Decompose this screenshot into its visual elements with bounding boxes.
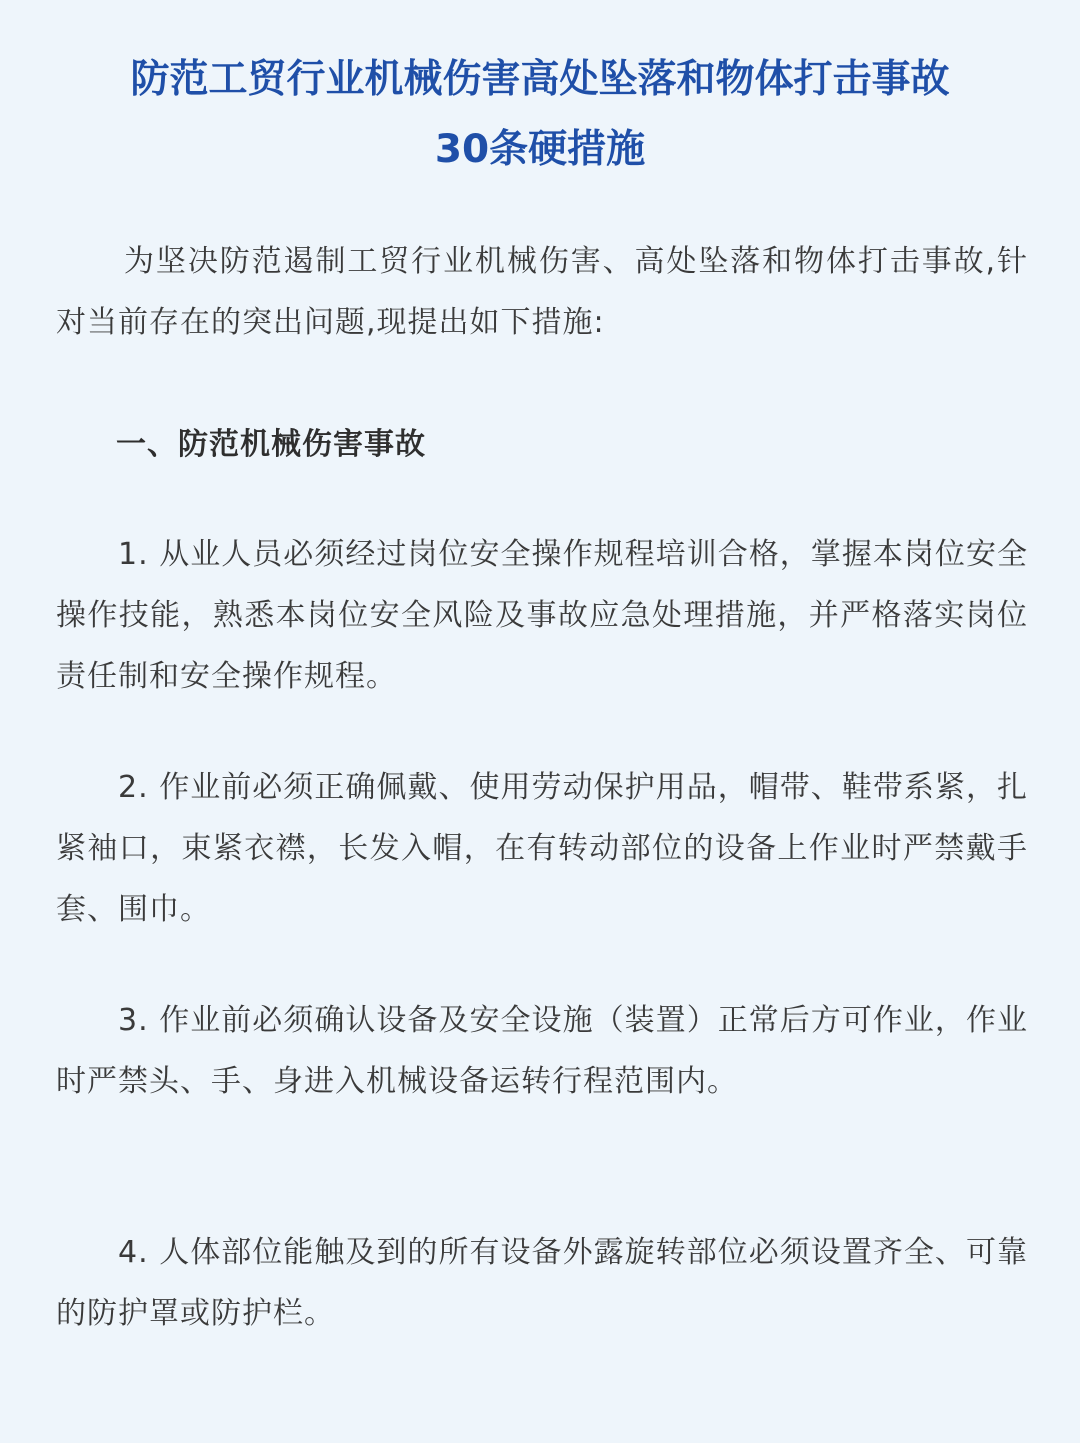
section-heading: 一、防范机械伤害事故 — [116, 427, 426, 462]
measure-item-1: 1. 从业人员必须经过岗位安全操作规程培训合格，掌握本岗位安全操作技能，熟悉本岗位安全风险及事故应急处理措施，并严格落实岗位责任制和安全操作规程。 — [56, 537, 1028, 694]
measure-item-4: 4. 人体部位能触及到的所有设备外露旋转部位必须设置齐全、可靠的防护罩或防护栏。 — [56, 1235, 1028, 1331]
measure-item-3: 3. 作业前必须确认设备及安全设施（装置）正常后方可作业，作业时严禁头、手、身进入机械设备运转行程范围内。 — [56, 1003, 1028, 1099]
document-title-line2: 30条硬措施 — [434, 127, 646, 172]
intro-paragraph: 为坚决防范遏制工贸行业机械伤害、高处坠落和物体打击事故,针对当前存在的突出问题,现提出如下措施: — [56, 244, 1028, 340]
measure-item-2: 2. 作业前必须正确佩戴、使用劳动保护用品，帽带、鞋带系紧，扎紧袖口，束紧衣襟，长发入帽，在有转动部位的设备上作业时严禁戴手套、围巾。 — [56, 770, 1028, 927]
document-title-line1: 防范工贸行业机械伤害高处坠落和物体打击事故 — [130, 57, 950, 102]
